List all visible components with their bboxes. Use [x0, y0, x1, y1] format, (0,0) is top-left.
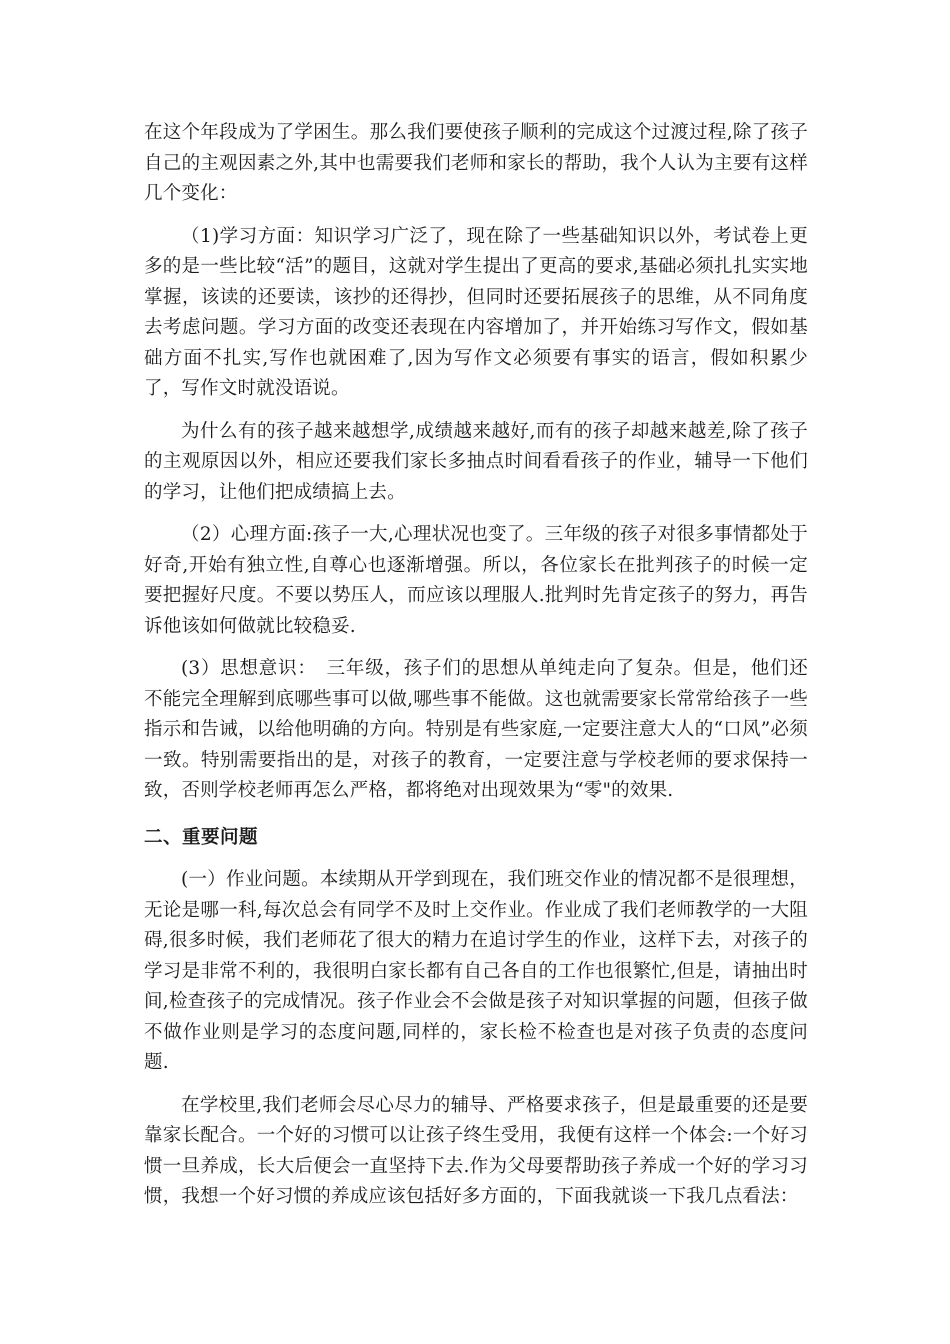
section-heading: 二、重要问题 [144, 826, 259, 848]
document-page [144, 118, 808, 1213]
paragraph-homework-issue: (一）作业问题。本续期从开学到现在，我们班交作业的情况都不是很理想，无论是哪一科,每次总会有同学不及时上交作业。作业成了我们老师教学的一大阻碍,很多时候，我们老师花了很大的精力在追讨学生的作业，这样下去，对孩子的学习是非常不利的，我很明白家长都有自己各自的工作也很繁忙,但是，请抽出时间,检查孩子的完成情况。孩子作业会不会做是孩子对知识掌握的问题，但孩子做不做作业则是学习的态度问题,同样的，家长检不检查也是对孩子负责的态度问题. [144, 869, 808, 1073]
paragraph-psychology-aspect: （2）心理方面:孩子一大,心理状况也变了。三年级的孩子对很多事情都处于好奇,开始有独立性,自尊心也逐渐增强。所以，各位家长在批判孩子的时候一定要把握好尺度。不要以势压人，而应该以理服人.批判时先肯定孩子的努力，再告诉他该如何做就比较稳妥. [144, 524, 808, 637]
paragraph-why-students: 为什么有的孩子越来越想学,成绩越来越好,而有的孩子却越来越差,除了孩子的主观原因以外，相应还要我们家长多抽点时间看看孩子的作业，辅导一下他们的学习，让他们把成绩搞上去。 [144, 420, 808, 503]
paragraph-intro: 在这个年段成为了学困生。那么我们要使孩子顺利的完成这个过渡过程,除了孩子自己的主观因素之外,其中也需要我们老师和家长的帮助，我个人认为主要有这样几个变化： [144, 122, 808, 204]
paragraph-school-habits: 在学校里,我们老师会尽心尽力的辅导、严格要求孩子，但是最重要的还是要靠家长配合。一个好的习惯可以让孩子终生受用，我便有这样一个体会:一个好习惯一旦养成，长大后便会一直坚持下去.作为父母要帮助孩子养成一个好的学习习惯，我想一个好习惯的养成应该包括好多方面的，下面我就谈一下我几点看法： [144, 1094, 808, 1207]
paragraph-thinking-aspect: (3）思想意识： 三年级，孩子们的思想从单纯走向了复杂。但是，他们还不能完全理解到底哪些事可以做,哪些事不能做。这也就需要家长常常给孩子一些指示和告诫，以给他明确的方向。特别是有些家庭,一定要注意大人的“口风”必须一致。特别需要指出的是，对孩子的教育，一定要注意与学校老师的要求保持一致，否则学校老师再怎么严格，都将绝对出现效果为“零"的效果. [144, 658, 808, 801]
paragraph-study-aspect: （1)学习方面：知识学习广泛了，现在除了一些基础知识以外，考试卷上更多的是一些比较“活”的题目，这就对学生提出了更高的要求,基础必须扎扎实实地掌握，该读的还要读，该抄的还得抄，但同时还要拓展孩子的思维，从不同角度去考虑问题。学习方面的改变还表现在内容增加了，并开始练习写作文，假如基础方面不扎实,写作也就困难了,因为写作文必须要有事实的语言，假如积累少了，写作文时就没语说。 [144, 225, 808, 399]
